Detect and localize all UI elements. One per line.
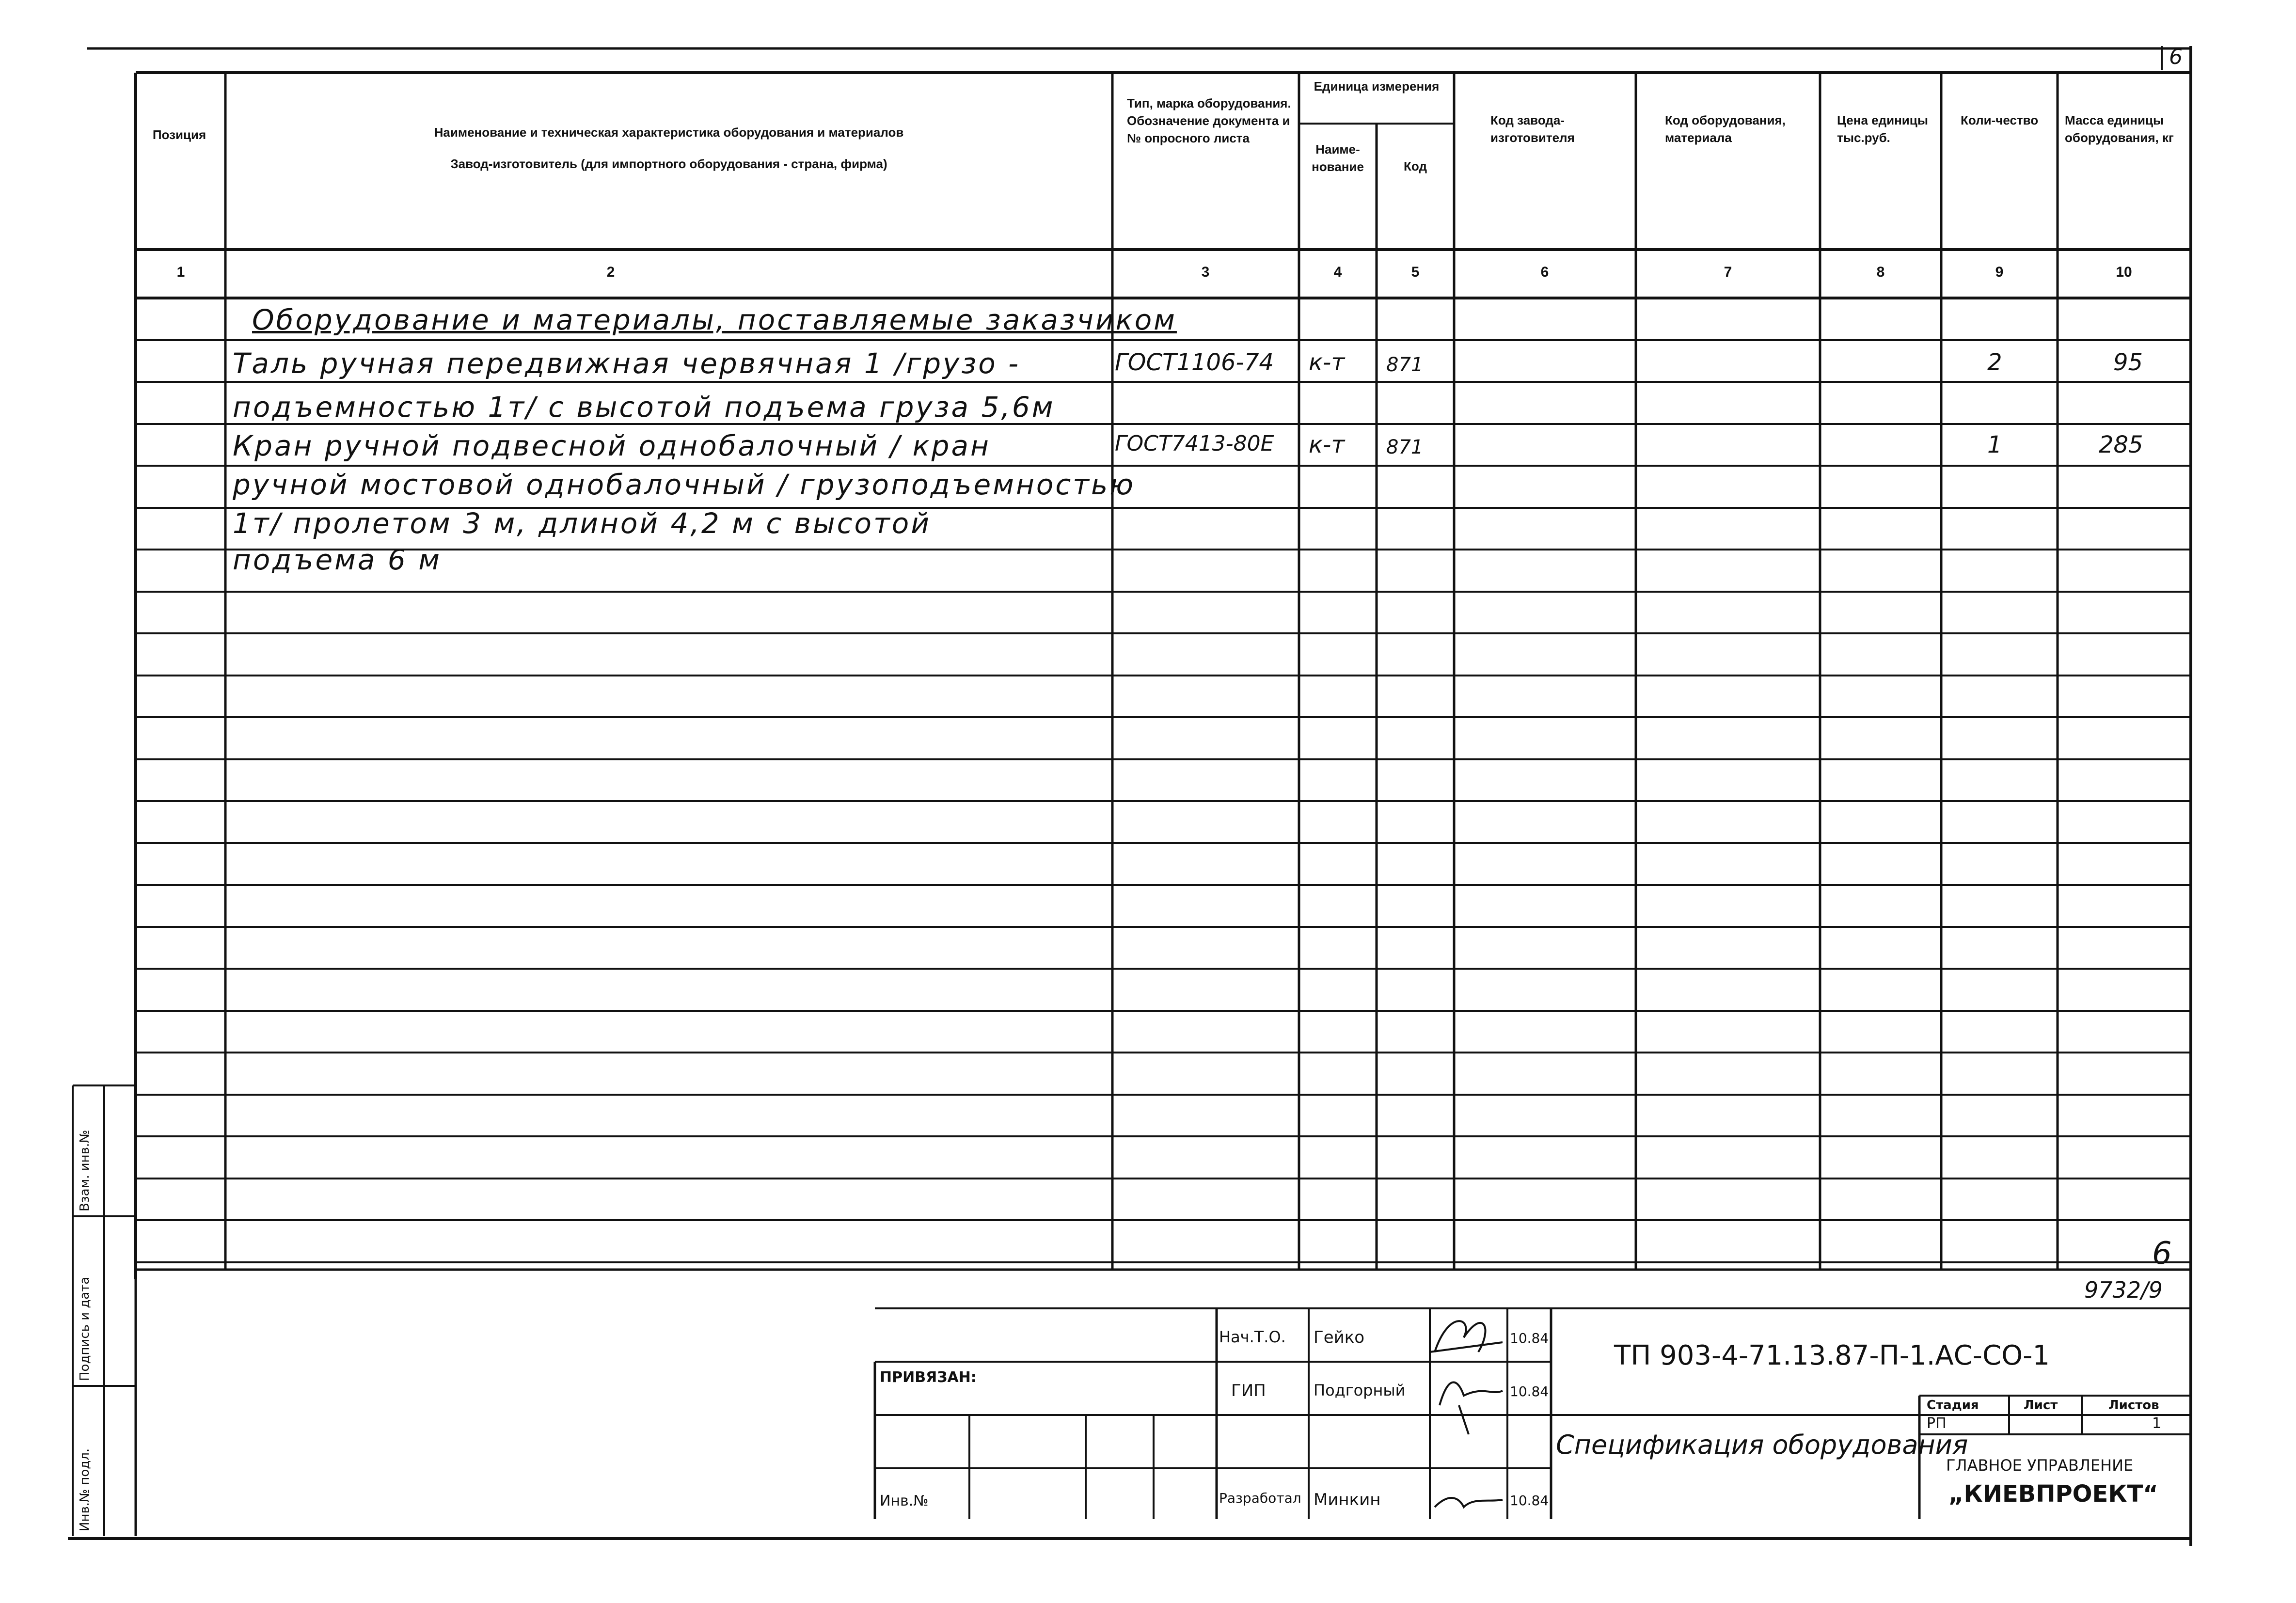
item2-line4: подъема 6 м (233, 543, 442, 576)
col-number: 1 (176, 264, 185, 280)
stamp-date-2: 10.84 (1510, 1383, 1549, 1399)
header-name-line1: Наименование и техническая характеристика оборудования и материалов (434, 125, 904, 140)
header-type: Тип, марка оборудования. Обозначение документа и № опросного листа (1127, 96, 1291, 145)
organization-line1: ГЛАВНОЕ УПРАВЛЕНИЕ (1946, 1456, 2134, 1475)
item2-line1: Кран ручной подвесной однобалочный / кран (233, 429, 991, 462)
stamp-role-1: Нач.Т.О. (1219, 1328, 1286, 1346)
header-price: Цена единицы тыс.руб. (1837, 113, 1928, 145)
stamp-date-1: 10.84 (1510, 1330, 1549, 1346)
stage-header: Стадия (1927, 1398, 1979, 1413)
col-number: 7 (1724, 264, 1732, 280)
document-title: Спецификация оборудования (1556, 1430, 1968, 1460)
header-name-line2: Завод-изготовитель (для импортного оборудования - страна, фирма) (450, 157, 887, 171)
item2-code: 871 (1386, 436, 1424, 458)
item1-line1: Таль ручная передвижная червячная 1 /грузо - (233, 347, 1021, 380)
sheets-header: Листов (2108, 1398, 2159, 1413)
col-number: 6 (1540, 264, 1549, 280)
item2-unit: к-т (1309, 431, 1345, 458)
bound-label: ПРИВЯЗАН: (880, 1369, 977, 1386)
stamp-name-3: Минкин (1314, 1490, 1381, 1509)
organization-line2: „КИЕВПРОЕКТ“ (1948, 1480, 2158, 1508)
col-number: 8 (1876, 264, 1885, 280)
stamp-date-3: 10.84 (1510, 1493, 1549, 1509)
item2-qty: 1 (1987, 431, 2002, 458)
document-code: ТП 903-4-71.13.87-П-1.АС-СО-1 (1614, 1340, 2050, 1371)
archive-number: 9732/9 (2084, 1277, 2163, 1303)
header-mass: Масса единицы оборудования, кг (2065, 113, 2174, 145)
signature-3 (1435, 1498, 1503, 1507)
sheet-mark: 6 (2152, 1236, 2172, 1272)
item1-mass: 95 (2113, 349, 2143, 376)
side-label-inventory: Инв.№ подл. (78, 1448, 92, 1531)
signature-2 (1440, 1383, 1503, 1435)
col-number: 4 (1333, 264, 1342, 280)
col-number: 3 (1201, 264, 1210, 280)
inventory-label: Инв.№ (880, 1493, 929, 1509)
col-number: 10 (2116, 264, 2132, 280)
item2-mass: 285 (2099, 431, 2143, 458)
sheets-value: 1 (2152, 1415, 2162, 1432)
header-position: Позиция (152, 127, 206, 142)
header-equipment-code: Код оборудования, материала (1665, 113, 1786, 145)
sheet-header: Лист (2024, 1398, 2058, 1413)
signature-1 (1430, 1321, 1503, 1352)
header-quantity: Коли-чество (1961, 113, 2039, 127)
item2-line2: ручной мостовой однобалочный / грузоподъемностью (233, 468, 1136, 501)
stage-value: РП (1927, 1415, 1947, 1432)
item2-line3: 1т/ пролетом 3 м, длиной 4,2 м с высотой (233, 507, 931, 540)
header-unit-name: Наиме-нование (1312, 142, 1364, 174)
col-number: 9 (1995, 264, 2004, 280)
side-label-signature: Подпись и дата (78, 1276, 92, 1381)
item1-qty: 2 (1987, 349, 2002, 376)
sheet-corner-number: 6 (2169, 45, 2183, 69)
stamp-name-1: Гейко (1314, 1328, 1365, 1347)
stamp-name-2: Подгорный (1314, 1381, 1406, 1399)
item1-code: 871 (1386, 354, 1424, 376)
section-title: Оборудование и материалы, поставляемые заказчиком (252, 303, 1177, 336)
col-number: 5 (1411, 264, 1420, 280)
item1-unit: к-т (1309, 349, 1345, 376)
stamp-role-2: ГИП (1231, 1381, 1266, 1400)
header-unit-code: Код (1404, 159, 1427, 173)
header-unit-group: Единица измерения (1314, 79, 1440, 94)
item1-type: ГОСТ1106-74 (1115, 349, 1274, 376)
side-label-replacement: Взам. инв.№ (78, 1130, 92, 1211)
stamp-role-3: Разработал (1219, 1490, 1301, 1506)
item2-type: ГОСТ7413-80Е (1115, 431, 1274, 456)
col-number: 2 (606, 264, 615, 280)
header-factory-code: Код завода-изготовителя (1490, 113, 1575, 145)
item1-line2: подъемностью 1т/ с высотой подъема груза 5,6м (233, 391, 1055, 424)
